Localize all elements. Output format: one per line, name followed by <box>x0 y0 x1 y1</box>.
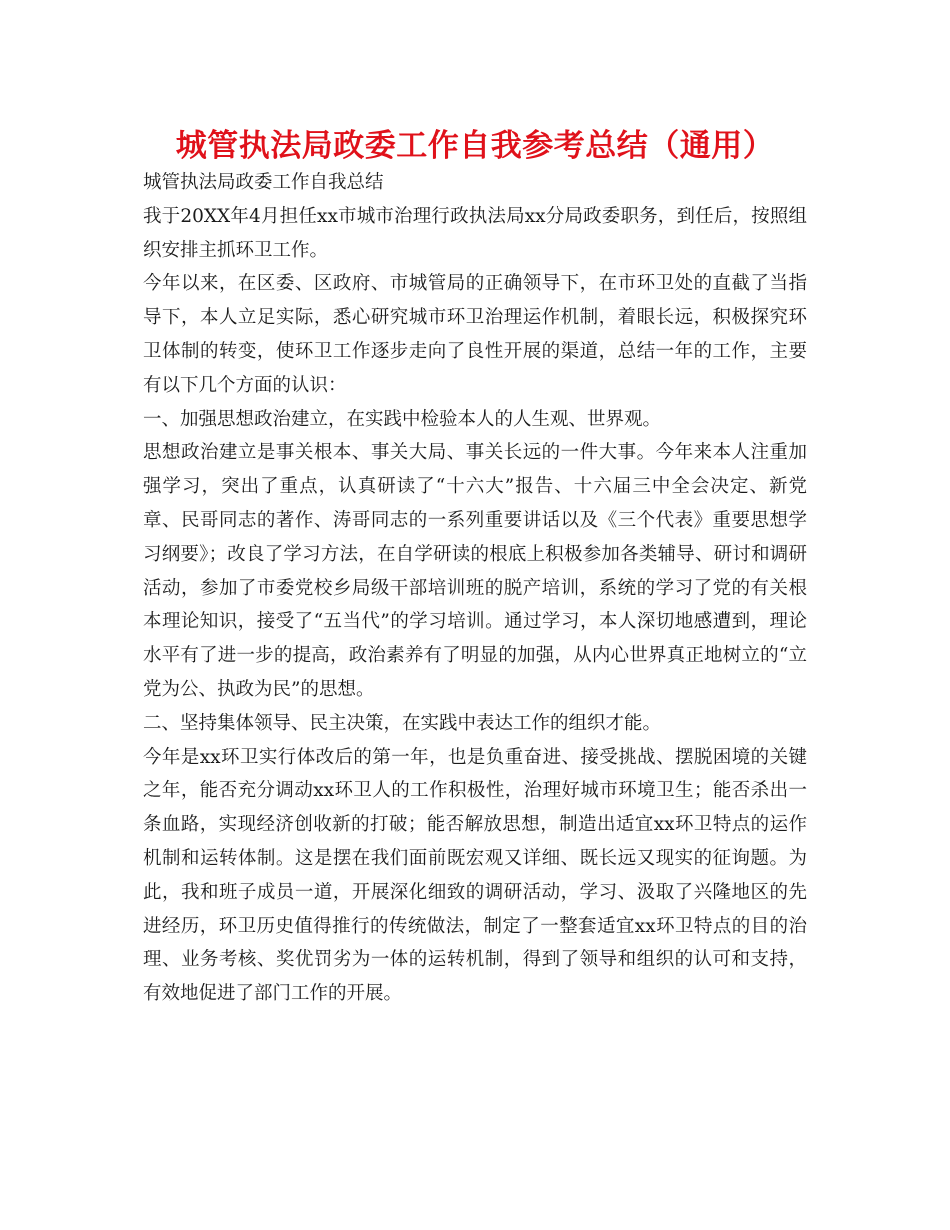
section-heading-1: 一、加强思想政治建立，在实践中检验本人的人生观、世界观。 <box>143 408 662 430</box>
document-body <box>143 166 807 1011</box>
paragraph-overview: 今年以来，在区委、区政府、市城管局的正确领导下，在市环卫处的直截了当指导下，本人立足实际，悉心研究城市环卫治理运作机制，着眼长远，积极探究环卫体制的转变，使环卫工作逐步走向了良性开展的渠道，总结一年的工作，主要有以下几个方面的认识： <box>143 273 807 396</box>
paragraph-appointment: 我于20XX年4月担任xx市城市治理行政执法局xx分局政委职务，到任后，按照组织安排主抓环卫工作。 <box>143 205 807 261</box>
paragraph-collective-leadership: 今年是xx环卫实行体改后的第一年，也是负重奋进、接受挑战、摆脱困境的关键之年，能否充分调动xx环卫人的工作积极性，治理好城市环境卫生；能否杀出一条血路，实现经济创收新的打破；能否解放思想，制造出适宜xx环卫特点的运作机制和运转体制。这是摆在我们面前既宏观又详细、既长远又现实的征询题。为此，我和班子成员一道，开展深化细致的调研活动，学习、汲取了兴隆地区的先进经历，环卫历史值得推行的传统做法，制定了一整套适宜xx环卫特点的目的治理、业务考核、奖优罚劣为一体的运转机制，得到了领导和组织的认可和支持，有效地促进了部门工作的开展。 <box>143 746 807 1005</box>
document-subtitle: 城管执法局政委工作自我总结 <box>143 172 384 193</box>
section-heading-2: 二、坚持集体领导、民主决策，在实践中表达工作的组织才能。 <box>143 712 662 734</box>
document-title: 城管执法局政委工作自我参考总结（通用） <box>175 128 775 164</box>
paragraph-political-study: 思想政治建立是事关根本、事关大局、事关长远的一件大事。今年来本人注重加强学习，突出了重点，认真研读了“十六大”报告、十六届三中全会决定、新党章、民哥同志的著作、涛哥同志的一系列重要讲话以及《三个代表》重要思想学习纲要》；改良了学习方法，在自学研读的根底上积极参加各类辅导、研讨和调研活动，参加了市委党校乡局级干部培训班的脱产培训，系统的学习了党的有关根本理论知识，接受了“五当代”的学习培训。通过学习，本人深切地感遭到，理论水平有了进一步的提高，政治素养有了明显的加强，从内心世界真正地树立的“立党为公、执政为民”的思想。 <box>143 442 807 700</box>
